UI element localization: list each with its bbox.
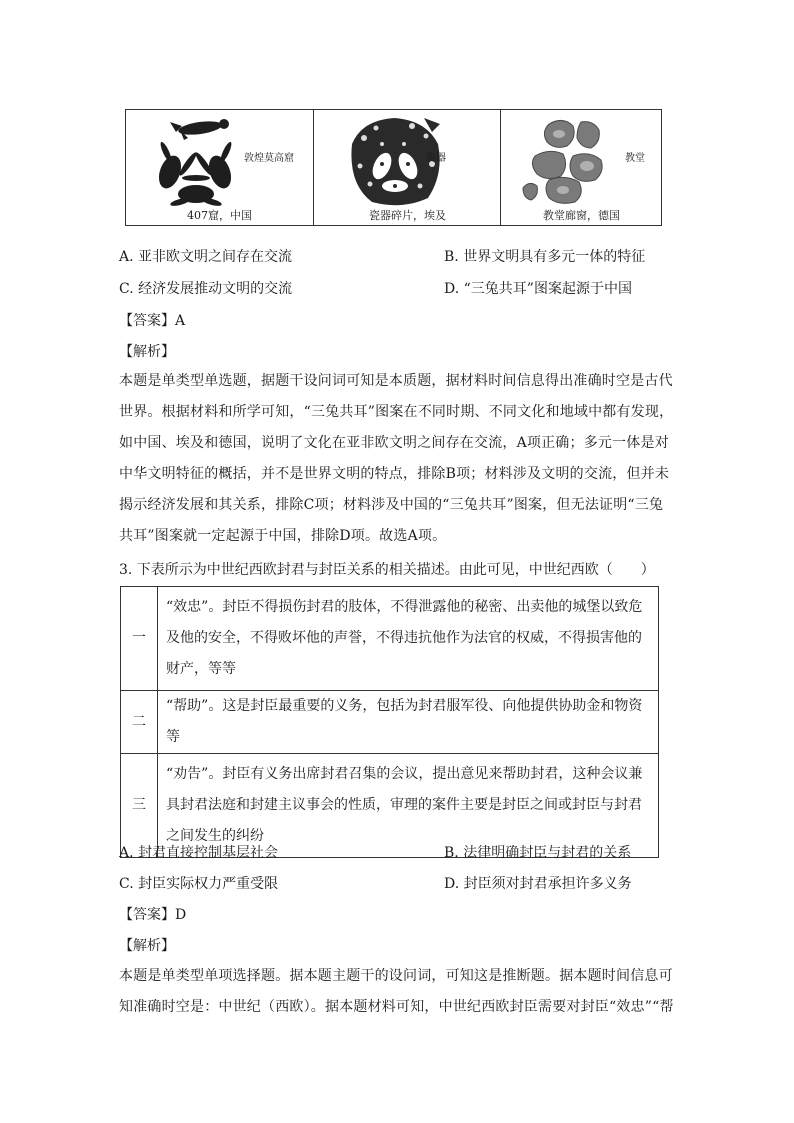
- analysis-paragraph: 本题是单类型单项选择题。据本题主题干的设问词，可知这是推断题。据本题时间信息可知准确时空是：中世纪（西欧）。据本题材料可知，中世纪西欧封臣需要对封臣“效忠”“帮: [119, 968, 674, 1015]
- answer-label: 【答案】D: [119, 907, 187, 923]
- panel-side-label: 瓷器: [426, 153, 446, 164]
- option-a: A. 亚非欧文明之间存在交流: [119, 249, 293, 265]
- row-text: “效忠”。封臣不得损伤封君的肢体，不得泄露他的秘密、出卖他的城堡以致危及他的安全，不得败坏他的声誉，不得违抗他作为法官的权威，不得损害他的财产，等等: [158, 587, 659, 691]
- analysis-paragraph: 本题是单类型单选题，据题干设问词可知是本质题，据材料时间信息得出准确时空是古代世界。根据材料和所学可知，“三兔共耳”图案在不同时期、不同文化和地域中都有发现，如中国、埃及和德国，说明了文化在亚非欧文明之间存在交流，A项正确；多元一体是对中华文明特征的概括，并不是世界文明的特点，排除B项；材料涉及文明的交流，但并未揭示经济发展和其关系，排除C项；材料涉及中国的“三兔共耳”图案，但无法证明“三兔共耳”图案就一定起源于中国，排除D项。故选A项。: [119, 373, 674, 544]
- panel-caption: 瓷器碎片，埃及: [369, 209, 446, 222]
- option-c: C. 封臣实际权力严重受限: [119, 876, 279, 892]
- question-stem: 3. 下表所示为中世纪西欧封君与封臣关系的相关描述。由此可见，中世纪西欧（ ）: [119, 562, 655, 578]
- figure-panel-dunhuang: [126, 110, 313, 225]
- option-d: D. “三兔共耳”图案起源于中国: [444, 281, 632, 297]
- answer-label: 【答案】A: [119, 313, 186, 329]
- table-row: [121, 754, 659, 858]
- option-c: C. 经济发展推动文明的交流: [119, 281, 293, 297]
- table-row: [121, 587, 659, 691]
- three-hares-cave-painting-icon: [140, 114, 252, 212]
- row-number: 三: [121, 754, 158, 858]
- option-b: B. 法律明确封臣与封君的关系: [444, 845, 632, 861]
- analysis-label: 【解析】: [119, 344, 175, 360]
- row-text: “劝告”。封臣有义务出席封君召集的会议，提出意见来帮助封君，这种会议兼具封君法庭和封建主议事会的性质，审理的案件主要是封臣之间或封臣与封君之间发生的纠纷: [158, 754, 659, 858]
- three-hares-figure: [125, 109, 662, 226]
- vassal-obligations-table: [120, 586, 659, 858]
- option-b: B. 世界文明具有多元一体的特征: [444, 249, 646, 265]
- panel-side-label: 敦煌莫高窟: [244, 153, 294, 164]
- three-hares-church-carving-icon: [519, 114, 619, 206]
- row-text: “帮助”。这是封臣最重要的义务，包括为封君服军役、向他提供协助金和物资等: [158, 691, 659, 754]
- option-d: D. 封臣须对封君承担许多义务: [444, 876, 632, 892]
- panel-caption: 407窟，中国: [187, 209, 252, 222]
- table-row: [121, 691, 659, 754]
- figure-panel-church: [500, 110, 662, 225]
- analysis-label: 【解析】: [119, 938, 175, 954]
- figure-panel-ceramic: [313, 110, 501, 225]
- panel-side-label: 教堂: [625, 153, 645, 164]
- panel-caption: 教堂廊窗，德国: [543, 209, 620, 222]
- option-a: A. 封君直接控制基层社会: [119, 845, 279, 861]
- row-number: 一: [121, 587, 158, 691]
- row-number: 二: [121, 691, 158, 754]
